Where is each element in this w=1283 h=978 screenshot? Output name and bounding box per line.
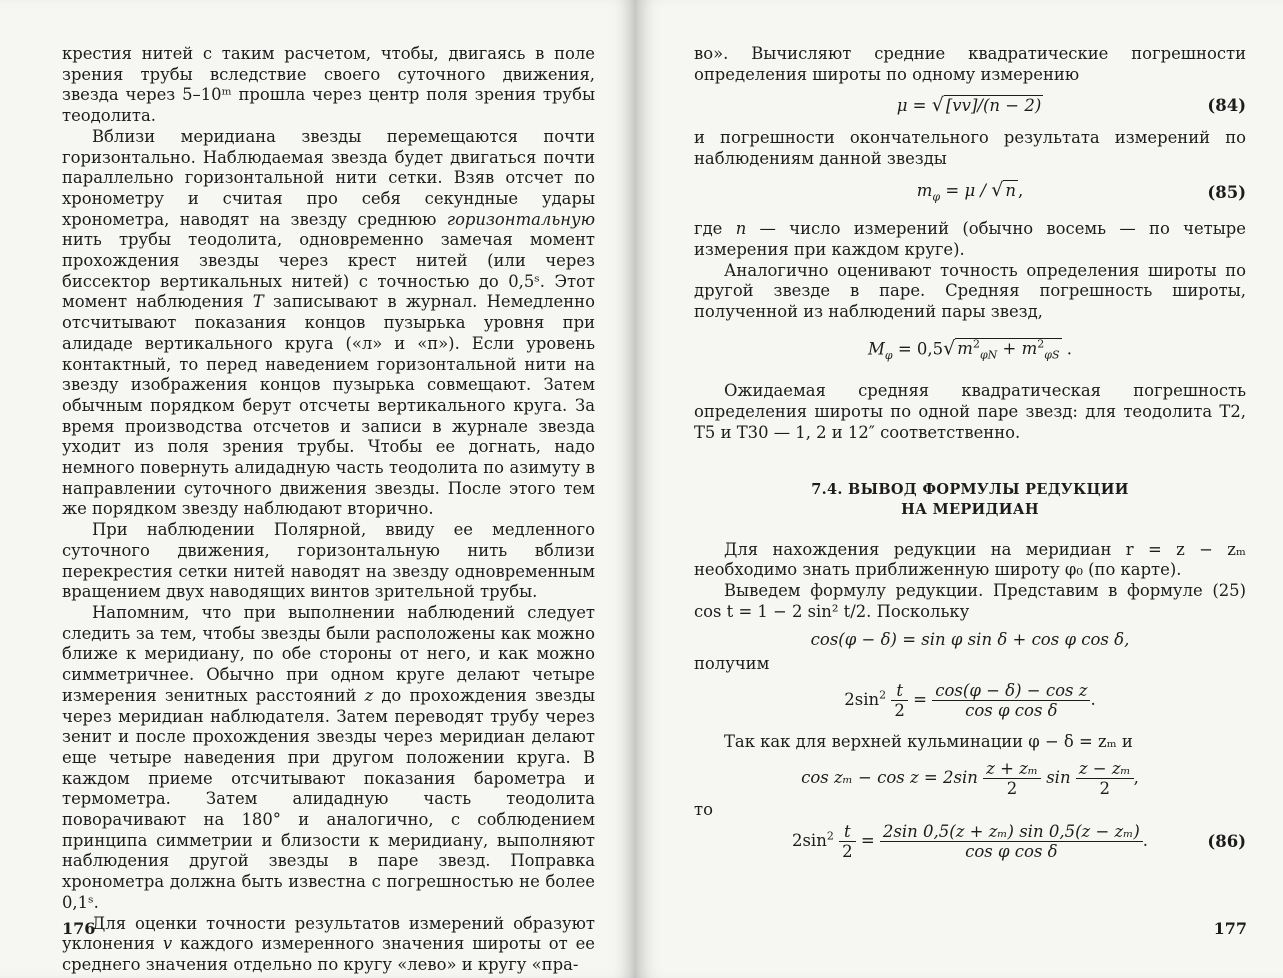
equation-number: (86) — [1207, 831, 1246, 851]
section-heading: 7.4. ВЫВОД ФОРМУЛЫ РЕДУКЦИИ НА МЕРИДИАН — [811, 480, 1129, 518]
paragraph: где n — число измерений (обычно восемь — по четыре измерения при каждом круге). — [694, 219, 1246, 259]
equation-number: (85) — [1207, 183, 1246, 203]
right-text-column — [694, 44, 1246, 861]
paragraph: Для оценки точности результатов измерений образуют уклонения v каждого измеренного значения широты от ее среднего значения отдельно по кругу «лево» и кругу «пра- — [62, 913, 595, 974]
paragraph: крестия нитей с таким расчетом, чтобы, двигаясь в поле зрения трубы вследствие своего суточного движения, звезда через 5–10ᵐ прошла через центр поля зрения трубы теодолита. — [62, 44, 595, 126]
paragraph: При наблюдении Полярной, ввиду ее медленного суточного движения, горизонтальную нить вблизи перекрестия сетки нитей наводят на звезду одновременным вращением двух наводящих винтов зрительной трубы. — [62, 520, 595, 602]
paragraph: получим — [694, 654, 770, 674]
paragraph: то — [694, 799, 713, 819]
paragraph: Выведем формулу редукции. Представим в формуле (25) cos t = 1 − 2 sin² t/2. Поскольку — [694, 580, 1246, 621]
right-page — [636, 0, 1283, 978]
paragraph: Аналогично оценивают точность определения широты по другой звезде в паре. Средняя погрешность широты, полученной из наблюдений пары звезд, — [694, 260, 1246, 321]
equation-half-angle: $2\sin^2$ $\frac{t}{2}$ = $\frac{\text{cos(φ − δ) − cos z}}{\text{cos φ cos δ}}$ . — [844, 681, 1096, 721]
paragraph: Напомним, что при выполнении наблюдений следует следить за тем, чтобы звезды были расположены как можно ближе к меридиану, по обе стороны от него, и как можно симметричнее. Обычно при одном круге делают четыре измерения зенитных расстояний z до прохождения звезды через меридиан наблюдателя. Затем переводят трубу через зенит и после прохождения звезды через меридиан делают еще четыре наведения при другом положении круга. В каждом приеме отсчитывают показания барометра и термометра. Затем алидадную часть теодолита поворачивают на 180° и аналогично, с соблюдением принципа симметрии и близости к меридиану, выполняют наблюдения другой звезды в паре звезд. Поправка хронометра должна быть известна с погрешностью не более 0,1ˢ. — [62, 602, 595, 912]
paragraph: Для нахождения редукции на меридиан r = z − zₘ необходимо знать приближенную широту φ₀ (по карте). — [694, 539, 1246, 580]
page-number-left: 176 — [62, 919, 96, 938]
paragraph: во». Вычисляют средние квадратические погрешности определения широты по одному измерению — [694, 44, 1246, 84]
left-text-column — [62, 44, 595, 976]
left-page — [0, 0, 636, 978]
equation-M-phi: $M_\varphi = 0,5√$ $m^2_{\varphi N} + m^2_{\varphi S}$ . — [868, 337, 1072, 362]
equation-cos-difference: cos(φ − δ) = sin φ sin δ + cos φ cos δ, — [810, 630, 1130, 650]
equation-86: $2\sin^2$ $\frac{t}{2}$ = $\frac{\text{2sin 0,5(z + zₘ) sin 0,5(z − zₘ)}}{\text{cos φ cos δ}}$ . (86) — [791, 822, 1246, 862]
paragraph: и погрешности окончательного результата измерений по наблюдениям данной звезды — [694, 128, 1246, 169]
equation-84: μ = √ [vv]/(n − 2) (84) — [896, 94, 1246, 117]
equation-85: $m_\varphi = \mu$ / √ n , (85) — [916, 178, 1246, 204]
page-number-right: 177 — [1213, 919, 1247, 938]
paragraph: Так как для верхней кульминации φ − δ = zₘ и — [724, 732, 1133, 752]
paragraph: Ожидаемая средняя квадратическая погрешность определения широты по одной паре звезд: для теодолита Т2, Т5 и Т30 — 1, 2 и 12″ соответственно. — [694, 381, 1246, 442]
paragraph: Вблизи меридиана звезды перемещаются почти горизонтально. Наблюдаемая звезда будет двигаться почти параллельно горизонтальной нити сетки. Взяв отсчет по хронометру и считая про себя секундные удары хронометра, наводят на звезду среднюю горизонтальную нить трубы теодолита, одновременно замечая момент прохождения звезды через крест нитей (или через биссектор вертикальных нитей) с точностью до 0,5ˢ. Этот момент наблюдения T записывают в журнал. Немедленно отсчитывают показания концов пузырька уровня при алидаде вертикального круга («л» и «п»). Если уровень контактный, то перед наведением горизонтальной нити на звезду изображения концов пузырька совмещают. Затем обычным порядком берут отсчеты вертикального круга. За время производства отсчетов и записи в журнале звезда уходит из поля зрения трубы. Чтобы ее догнать, надо немного повернуть алидадную часть теодолита по азимуту в направлении суточного движения звезды. После этого тем же порядком звезду наблюдают вторично. — [62, 126, 595, 519]
equation-cos-zm: cos zₘ − cos z = 2sin $\frac{\text{z + zₘ}}{2}$ sin $\frac{\text{z − zₘ}}{2}$ , — [801, 758, 1139, 798]
equation-number: (84) — [1207, 95, 1246, 115]
